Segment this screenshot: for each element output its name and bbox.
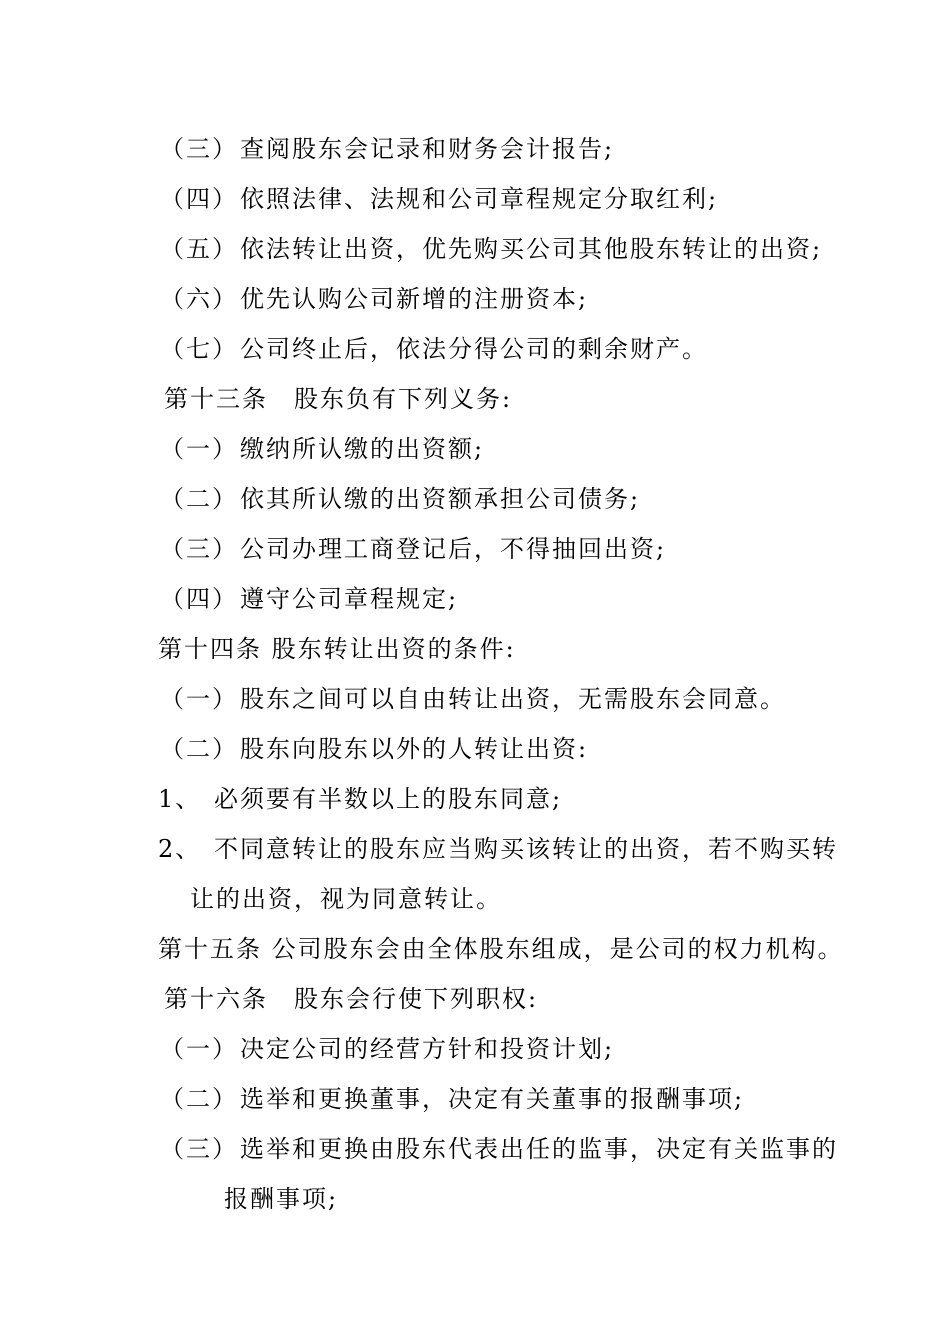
article-heading — [158, 633, 516, 665]
item-number: （三） — [160, 1135, 238, 1163]
list-item — [160, 1033, 614, 1065]
article-text: 第十五条 公司股东会由全体股东组成，是公司的权力机构。 — [158, 935, 844, 963]
item-number: （六） — [160, 285, 238, 313]
item-text: 公司终止后，依法分得公司的剩余财产。 — [240, 335, 708, 363]
article-heading — [158, 933, 844, 965]
article-text: 第十三条 股东负有下列义务: — [164, 385, 513, 413]
article-text: 第十四条 股东转让出资的条件: — [158, 635, 516, 663]
item-text: 公司办理工商登记后，不得抽回出资; — [240, 535, 667, 563]
list-item — [160, 1133, 838, 1165]
item-number: 2、 — [158, 835, 202, 863]
item-text: 依法转让出资，优先购买公司其他股东转让的出资; — [240, 235, 823, 263]
item-text: 查阅股东会记录和财务会计报告; — [240, 135, 615, 163]
list-item — [160, 1083, 744, 1115]
list-item — [160, 233, 822, 265]
list-item — [160, 283, 588, 315]
item-number: （一） — [160, 1035, 238, 1063]
list-item — [160, 133, 614, 165]
item-text: 不同意转让的股东应当购买该转让的出资，若不购买转 — [214, 835, 838, 863]
item-number: （四） — [160, 185, 238, 213]
item-text: 依其所认缴的出资额承担公司债务; — [240, 485, 641, 513]
item-text: 遵守公司章程规定; — [240, 585, 459, 613]
item-text: 股东向股东以外的人转让出资: — [240, 735, 589, 763]
item-text: 报酬事项; — [224, 1185, 339, 1213]
item-text: 优先认购公司新增的注册资本; — [240, 285, 589, 313]
list-item — [160, 183, 718, 215]
item-number: （二） — [160, 485, 238, 513]
list-item — [160, 483, 640, 515]
article-heading — [164, 983, 538, 1015]
item-number: （一） — [160, 435, 238, 463]
list-item — [158, 833, 838, 865]
item-number: （二） — [160, 1085, 238, 1113]
article-text: 第十六条 股东会行使下列职权: — [164, 985, 539, 1013]
item-text: 让的出资，视为同意转让。 — [190, 885, 502, 913]
item-number: 1、 — [158, 785, 202, 813]
list-item — [160, 333, 708, 365]
item-number: （三） — [160, 135, 238, 163]
list-item — [160, 533, 666, 565]
list-item — [160, 583, 458, 615]
item-text: 缴纳所认缴的出资额; — [240, 435, 485, 463]
list-item — [160, 683, 786, 715]
item-text: 选举和更换董事，决定有关董事的报酬事项; — [240, 1085, 745, 1113]
list-item — [160, 733, 588, 765]
item-text: 必须要有半数以上的股东同意; — [214, 785, 563, 813]
item-number: （七） — [160, 335, 238, 363]
list-item — [160, 433, 484, 465]
list-item-continuation — [224, 1183, 338, 1215]
list-item-continuation — [190, 883, 502, 915]
item-text: 选举和更换由股东代表出任的监事，决定有关监事的 — [240, 1135, 838, 1163]
item-text: 依照法律、法规和公司章程规定分取红利; — [240, 185, 719, 213]
item-number: （四） — [160, 585, 238, 613]
item-number: （二） — [160, 735, 238, 763]
item-number: （三） — [160, 535, 238, 563]
item-number: （一） — [160, 685, 238, 713]
item-text: 股东之间可以自由转让出资，无需股东会同意。 — [240, 685, 786, 713]
item-number: （五） — [160, 235, 238, 263]
list-item — [158, 783, 562, 815]
article-heading — [164, 383, 512, 415]
item-text: 决定公司的经营方针和投资计划; — [240, 1035, 615, 1063]
